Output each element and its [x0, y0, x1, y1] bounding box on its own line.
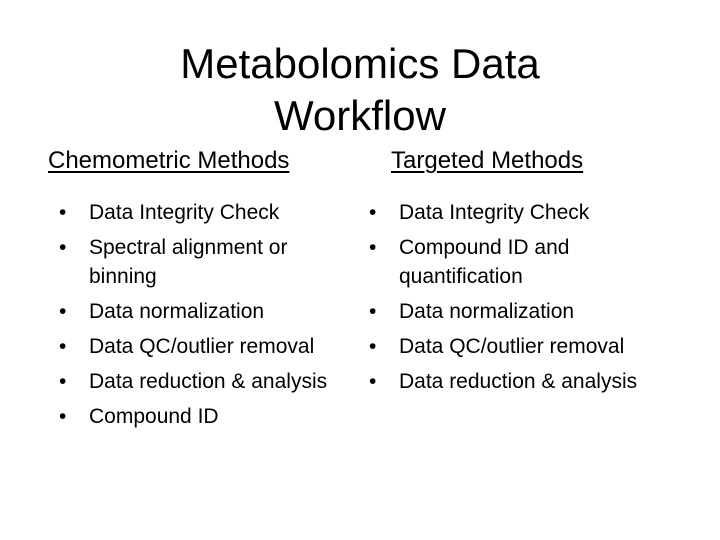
targeted-methods-list	[369, 198, 669, 402]
list-item-text: Data Integrity Check	[399, 201, 590, 224]
bullet-icon: •	[369, 201, 377, 224]
bullet-icon: •	[59, 236, 67, 259]
list-item-text: Compound ID and quantification	[399, 236, 570, 288]
bullet-icon: •	[59, 370, 67, 393]
list-item-text: Data QC/outlier removal	[89, 335, 315, 358]
list-item	[59, 332, 359, 361]
chemometric-methods-heading: Chemometric Methods	[48, 147, 290, 174]
list-item-text: Data QC/outlier removal	[399, 335, 625, 358]
list-item-text: Data normalization	[89, 300, 265, 323]
list-item	[59, 233, 359, 291]
list-item-text: Data normalization	[399, 300, 575, 323]
list-item	[59, 402, 359, 431]
list-item-text: Compound ID	[89, 405, 219, 428]
list-item	[59, 198, 359, 227]
slide-title-line-2: Workflow	[274, 92, 446, 140]
list-item-text: Data reduction & analysis	[89, 370, 328, 393]
list-item	[369, 297, 669, 326]
list-item-text: Data Integrity Check	[89, 201, 280, 224]
list-item	[369, 233, 669, 291]
slide-title	[0, 38, 720, 142]
bullet-icon: •	[59, 201, 67, 224]
list-item	[369, 332, 669, 361]
slide-title-line-1: Metabolomics Data	[180, 40, 540, 88]
list-item	[369, 198, 669, 227]
targeted-methods-heading: Targeted Methods	[391, 147, 584, 174]
bullet-icon: •	[59, 335, 67, 358]
list-item	[59, 297, 359, 326]
bullet-icon: •	[369, 370, 377, 393]
bullet-icon: •	[59, 300, 67, 323]
list-item-text: Data reduction & analysis	[399, 370, 638, 393]
list-item-text: Spectral alignment or binning	[89, 236, 288, 288]
chemometric-methods-list	[59, 198, 359, 437]
bullet-icon: •	[369, 300, 377, 323]
list-item	[369, 367, 669, 396]
bullet-icon: •	[369, 236, 377, 259]
bullet-icon: •	[59, 405, 67, 428]
bullet-icon: •	[369, 335, 377, 358]
list-item	[59, 367, 359, 396]
